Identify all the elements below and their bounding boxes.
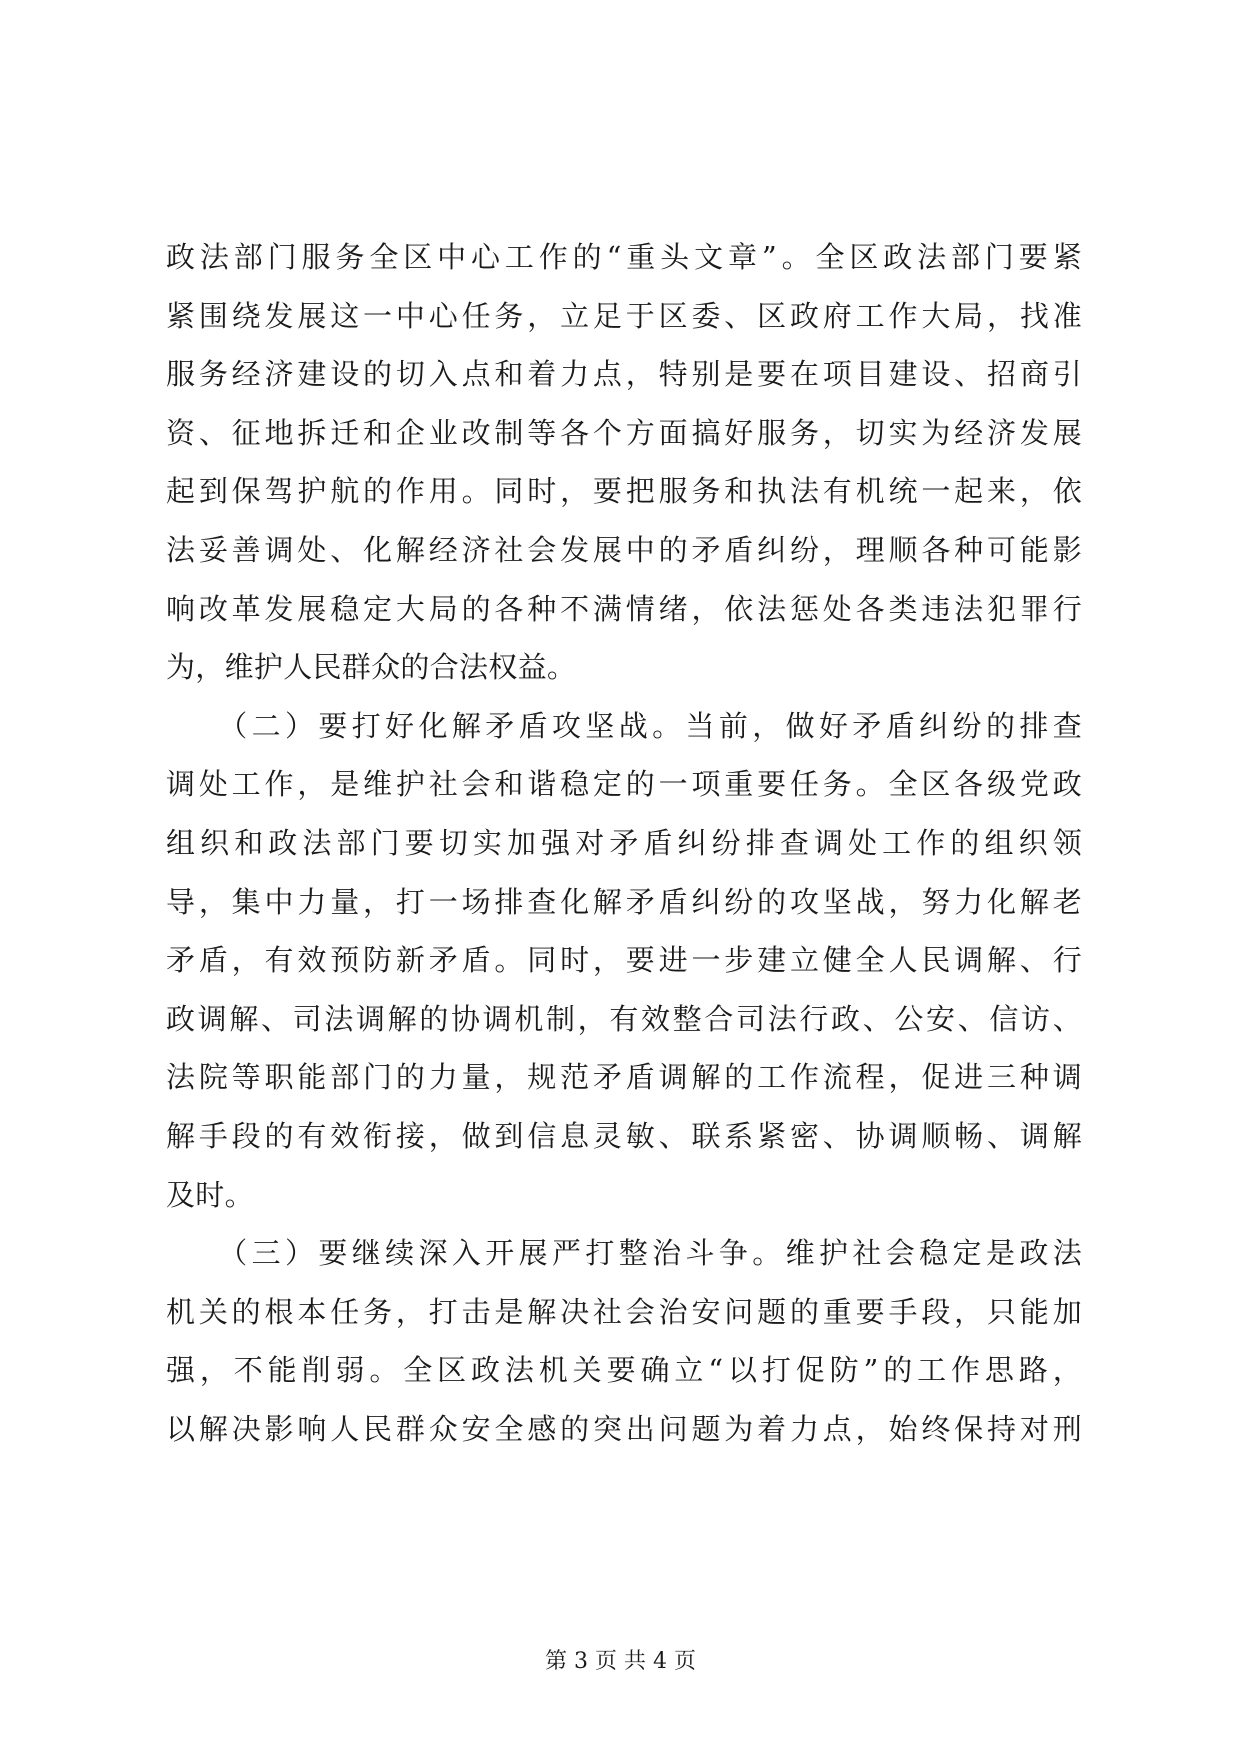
text-line: 以解决影响人民群众安全感的突出问题为着力点，始终保持对刑	[166, 1411, 1082, 1446]
text-line: 解手段的有效衔接，做到信息灵敏、联系紧密、协调顺畅、调解	[166, 1118, 1082, 1153]
text-line: 导，集中力量，打一场排查化解矛盾纠纷的攻坚战，努力化解老	[166, 884, 1082, 919]
text-line: （二）要打好化解矛盾攻坚战。当前，做好矛盾纠纷的排查	[166, 708, 1082, 743]
text-line: 机关的根本任务，打击是解决社会治安问题的重要手段，只能加	[166, 1294, 1082, 1329]
text-line: 矛盾，有效预防新矛盾。同时，要进一步建立健全人民调解、行	[166, 943, 1082, 978]
text-line: 法院等职能部门的力量，规范矛盾调解的工作流程，促进三种调	[166, 1060, 1082, 1095]
text-line: 法妥善调处、化解经济社会发展中的矛盾纠纷，理顺各种可能影	[166, 532, 1082, 567]
text-line: （三）要继续深入开展严打整治斗争。维护社会稳定是政法	[166, 1236, 1082, 1271]
text-line: 政调解、司法调解的协调机制，有效整合司法行政、公安、信访、	[166, 1001, 1082, 1036]
text-line: 资、征地拆迁和企业改制等各个方面搞好服务，切实为经济发展	[166, 415, 1082, 450]
text-line: 组织和政法部门要切实加强对矛盾纠纷排查调处工作的组织领	[166, 825, 1082, 860]
body-text	[166, 228, 1082, 1458]
text-line: 响改革发展稳定大局的各种不满情绪，依法惩处各类违法犯罪行	[166, 591, 1082, 626]
text-line: 调处工作，是维护社会和谐稳定的一项重要任务。全区各级党政	[166, 767, 1082, 802]
text-line: 为，维护人民群众的合法权益。	[166, 650, 577, 685]
text-line: 政法部门服务全区中心工作的“重头文章”。全区政法部门要紧	[166, 240, 1082, 274]
text-line: 服务经济建设的切入点和着力点，特别是要在项目建设、招商引	[166, 357, 1082, 392]
text-line: 紧围绕发展这一中心任务，立足于区委、区政府工作大局，找准	[166, 298, 1082, 333]
page-footer: 第 3 页 共 4 页	[545, 1649, 696, 1674]
text-line: 起到保驾护航的作用。同时，要把服务和执法有机统一起来，依	[166, 474, 1082, 509]
text-line: 及时。	[166, 1177, 254, 1212]
text-line: 强，不能削弱。全区政法机关要确立“以打促防”的工作思路，	[166, 1353, 1082, 1388]
